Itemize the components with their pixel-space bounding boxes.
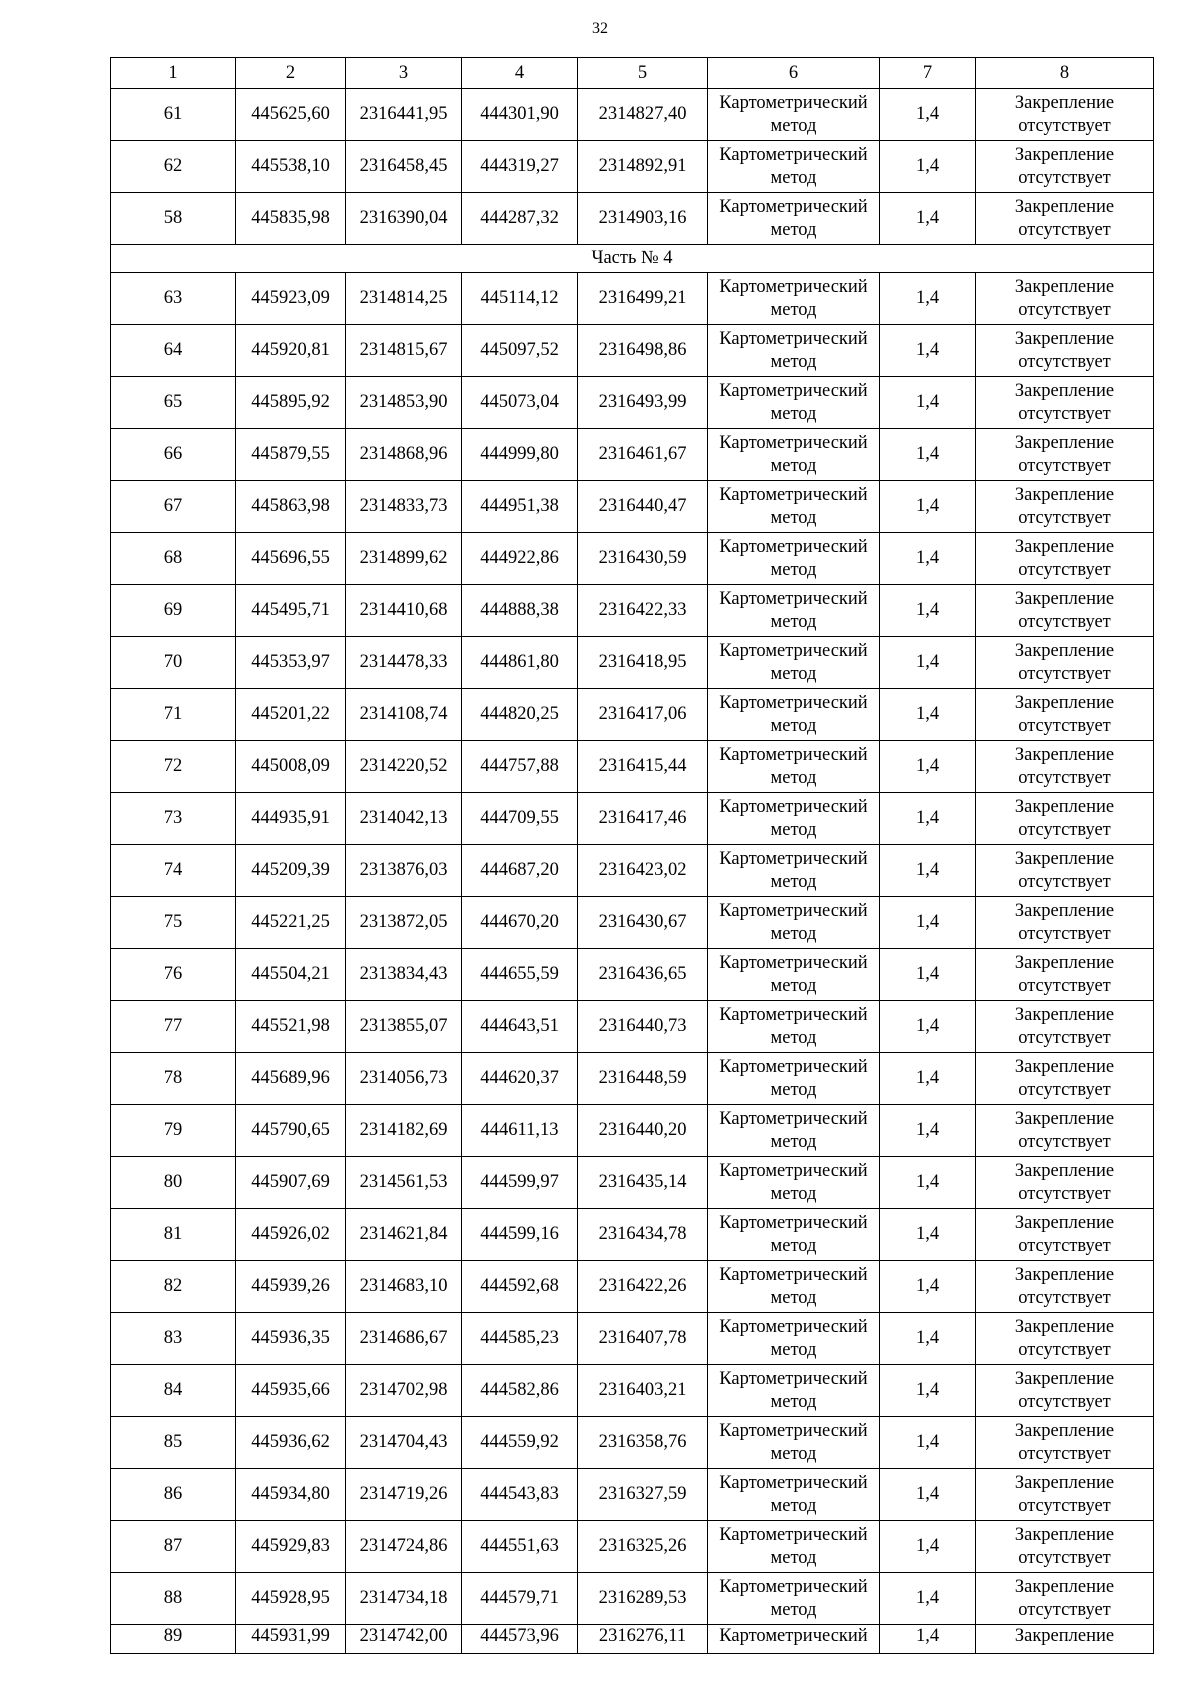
table-row (111, 481, 1154, 533)
y-coordinate-cell: 2314719,26 (346, 1469, 462, 1521)
x-coordinate-cell: 445689,96 (236, 1053, 346, 1105)
x-coordinate-cell: 445625,60 (236, 89, 346, 141)
method-cell: Картометрический метод (708, 1053, 880, 1105)
x-coordinate-cell: 444573,96 (462, 1625, 578, 1654)
table-row (111, 741, 1154, 793)
fixing-cell: Закрепление (976, 1625, 1154, 1654)
x-coordinate-cell: 445879,55 (236, 429, 346, 481)
x-coordinate-cell: 445696,55 (236, 533, 346, 585)
fixing-cell: Закрепление отсутствует (976, 1521, 1154, 1573)
precision-cell: 1,4 (880, 1209, 976, 1261)
y-coordinate-cell: 2316415,44 (578, 741, 708, 793)
y-coordinate-cell: 2316325,26 (578, 1521, 708, 1573)
point-number-cell: 66 (111, 429, 236, 481)
method-cell: Картометрический метод (708, 1469, 880, 1521)
y-coordinate-cell: 2316289,53 (578, 1573, 708, 1625)
page-number: 32 (592, 20, 608, 37)
y-coordinate-cell: 2314833,73 (346, 481, 462, 533)
section-title: Часть № 4 (111, 245, 1154, 273)
x-coordinate-cell: 445073,04 (462, 377, 578, 429)
table-row (111, 1157, 1154, 1209)
method-cell: Картометрический метод (708, 1313, 880, 1365)
precision-cell: 1,4 (880, 1053, 976, 1105)
point-number-cell: 75 (111, 897, 236, 949)
table-row (111, 141, 1154, 193)
y-coordinate-cell: 2316448,59 (578, 1053, 708, 1105)
y-coordinate-cell: 2316436,65 (578, 949, 708, 1001)
table-row (111, 1313, 1154, 1365)
fixing-cell: Закрепление отсутствует (976, 533, 1154, 585)
table-row (111, 1209, 1154, 1261)
table-row (111, 689, 1154, 741)
table-row (111, 89, 1154, 141)
fixing-cell: Закрепление отсутствует (976, 1157, 1154, 1209)
fixing-cell: Закрепление отсутствует (976, 1001, 1154, 1053)
method-cell: Картометрический метод (708, 377, 880, 429)
x-coordinate-cell: 444559,92 (462, 1417, 578, 1469)
y-coordinate-cell: 2314410,68 (346, 585, 462, 637)
y-coordinate-cell: 2314734,18 (346, 1573, 462, 1625)
y-coordinate-cell: 2316407,78 (578, 1313, 708, 1365)
x-coordinate-cell: 445928,95 (236, 1573, 346, 1625)
y-coordinate-cell: 2316498,86 (578, 325, 708, 377)
point-number-cell: 81 (111, 1209, 236, 1261)
y-coordinate-cell: 2314903,16 (578, 193, 708, 245)
x-coordinate-cell: 445936,62 (236, 1417, 346, 1469)
precision-cell: 1,4 (880, 1573, 976, 1625)
y-coordinate-cell: 2314724,86 (346, 1521, 462, 1573)
y-coordinate-cell: 2316390,04 (346, 193, 462, 245)
x-coordinate-cell: 445521,98 (236, 1001, 346, 1053)
y-coordinate-cell: 2314683,10 (346, 1261, 462, 1313)
precision-cell: 1,4 (880, 689, 976, 741)
fixing-cell: Закрепление отсутствует (976, 1469, 1154, 1521)
table-row (111, 1261, 1154, 1313)
y-coordinate-cell: 2314182,69 (346, 1105, 462, 1157)
y-coordinate-cell: 2314108,74 (346, 689, 462, 741)
fixing-cell: Закрепление отсутствует (976, 845, 1154, 897)
column-header: 1 (111, 58, 236, 89)
table-body (111, 58, 1154, 1654)
x-coordinate-cell: 445895,92 (236, 377, 346, 429)
column-header: 6 (708, 58, 880, 89)
x-coordinate-cell: 445863,98 (236, 481, 346, 533)
x-coordinate-cell: 445353,97 (236, 637, 346, 689)
method-cell: Картометрический метод (708, 637, 880, 689)
point-number-cell: 58 (111, 193, 236, 245)
table-row (111, 429, 1154, 481)
method-cell: Картометрический метод (708, 1001, 880, 1053)
y-coordinate-cell: 2314827,40 (578, 89, 708, 141)
column-header: 8 (976, 58, 1154, 89)
y-coordinate-cell: 2313872,05 (346, 897, 462, 949)
x-coordinate-cell: 445926,02 (236, 1209, 346, 1261)
table-row (111, 949, 1154, 1001)
method-cell: Картометрический метод (708, 481, 880, 533)
fixing-cell: Закрепление отсутствует (976, 89, 1154, 141)
precision-cell: 1,4 (880, 1469, 976, 1521)
x-coordinate-cell: 444599,16 (462, 1209, 578, 1261)
y-coordinate-cell: 2316434,78 (578, 1209, 708, 1261)
point-number-cell: 82 (111, 1261, 236, 1313)
x-coordinate-cell: 444611,13 (462, 1105, 578, 1157)
point-number-cell: 87 (111, 1521, 236, 1573)
x-coordinate-cell: 444999,80 (462, 429, 578, 481)
method-cell: Картометрический метод (708, 897, 880, 949)
x-coordinate-cell: 444757,88 (462, 741, 578, 793)
x-coordinate-cell: 444301,90 (462, 89, 578, 141)
table-row (111, 1001, 1154, 1053)
y-coordinate-cell: 2316499,21 (578, 273, 708, 325)
point-number-cell: 69 (111, 585, 236, 637)
method-cell: Картометрический метод (708, 1573, 880, 1625)
precision-cell: 1,4 (880, 89, 976, 141)
precision-cell: 1,4 (880, 481, 976, 533)
fixing-cell: Закрепление отсутствует (976, 689, 1154, 741)
y-coordinate-cell: 2316441,95 (346, 89, 462, 141)
fixing-cell: Закрепление отсутствует (976, 481, 1154, 533)
x-coordinate-cell: 444582,86 (462, 1365, 578, 1417)
x-coordinate-cell: 445939,26 (236, 1261, 346, 1313)
y-coordinate-cell: 2316440,20 (578, 1105, 708, 1157)
x-coordinate-cell: 445209,39 (236, 845, 346, 897)
method-cell: Картометрический метод (708, 1261, 880, 1313)
precision-cell: 1,4 (880, 1365, 976, 1417)
y-coordinate-cell: 2316423,02 (578, 845, 708, 897)
x-coordinate-cell: 445495,71 (236, 585, 346, 637)
fixing-cell: Закрепление отсутствует (976, 897, 1154, 949)
point-number-cell: 72 (111, 741, 236, 793)
fixing-cell: Закрепление отсутствует (976, 1209, 1154, 1261)
y-coordinate-cell: 2316358,76 (578, 1417, 708, 1469)
x-coordinate-cell: 445923,09 (236, 273, 346, 325)
y-coordinate-cell: 2316417,06 (578, 689, 708, 741)
x-coordinate-cell: 445920,81 (236, 325, 346, 377)
precision-cell: 1,4 (880, 949, 976, 1001)
coordinates-table (110, 57, 1154, 1654)
fixing-cell: Закрепление отсутствует (976, 141, 1154, 193)
x-coordinate-cell: 445929,83 (236, 1521, 346, 1573)
table-row (111, 1521, 1154, 1573)
x-coordinate-cell: 445790,65 (236, 1105, 346, 1157)
precision-cell: 1,4 (880, 273, 976, 325)
y-coordinate-cell: 2314704,43 (346, 1417, 462, 1469)
column-header: 2 (236, 58, 346, 89)
header-row (111, 58, 1154, 89)
y-coordinate-cell: 2314621,84 (346, 1209, 462, 1261)
y-coordinate-cell: 2316276,11 (578, 1625, 708, 1654)
x-coordinate-cell: 444709,55 (462, 793, 578, 845)
x-coordinate-cell: 444592,68 (462, 1261, 578, 1313)
point-number-cell: 67 (111, 481, 236, 533)
point-number-cell: 85 (111, 1417, 236, 1469)
x-coordinate-cell: 445504,21 (236, 949, 346, 1001)
column-header: 3 (346, 58, 462, 89)
point-number-cell: 80 (111, 1157, 236, 1209)
method-cell: Картометрический метод (708, 141, 880, 193)
x-coordinate-cell: 444655,59 (462, 949, 578, 1001)
point-number-cell: 63 (111, 273, 236, 325)
precision-cell: 1,4 (880, 1157, 976, 1209)
point-number-cell: 84 (111, 1365, 236, 1417)
table-row (111, 1625, 1154, 1654)
precision-cell: 1,4 (880, 1521, 976, 1573)
x-coordinate-cell: 444935,91 (236, 793, 346, 845)
x-coordinate-cell: 445934,80 (236, 1469, 346, 1521)
point-number-cell: 83 (111, 1313, 236, 1365)
fixing-cell: Закрепление отсутствует (976, 1261, 1154, 1313)
precision-cell: 1,4 (880, 1625, 976, 1654)
fixing-cell: Закрепление отсутствует (976, 585, 1154, 637)
method-cell: Картометрический метод (708, 585, 880, 637)
point-number-cell: 68 (111, 533, 236, 585)
table-row (111, 1417, 1154, 1469)
x-coordinate-cell: 444579,71 (462, 1573, 578, 1625)
table-row (111, 793, 1154, 845)
precision-cell: 1,4 (880, 1001, 976, 1053)
x-coordinate-cell: 445008,09 (236, 741, 346, 793)
table-row (111, 1573, 1154, 1625)
y-coordinate-cell: 2314892,91 (578, 141, 708, 193)
section-row (111, 245, 1154, 273)
y-coordinate-cell: 2313855,07 (346, 1001, 462, 1053)
table-row (111, 1105, 1154, 1157)
x-coordinate-cell: 445097,52 (462, 325, 578, 377)
method-cell: Картометрический метод (708, 949, 880, 1001)
y-coordinate-cell: 2316418,95 (578, 637, 708, 689)
y-coordinate-cell: 2316430,67 (578, 897, 708, 949)
precision-cell: 1,4 (880, 1313, 976, 1365)
y-coordinate-cell: 2316422,33 (578, 585, 708, 637)
point-number-cell: 76 (111, 949, 236, 1001)
y-coordinate-cell: 2313876,03 (346, 845, 462, 897)
y-coordinate-cell: 2316430,59 (578, 533, 708, 585)
precision-cell: 1,4 (880, 1417, 976, 1469)
column-header: 7 (880, 58, 976, 89)
x-coordinate-cell: 445936,35 (236, 1313, 346, 1365)
point-number-cell: 86 (111, 1469, 236, 1521)
fixing-cell: Закрепление отсутствует (976, 949, 1154, 1001)
method-cell: Картометрический метод (708, 1157, 880, 1209)
fixing-cell: Закрепление отсутствует (976, 1105, 1154, 1157)
point-number-cell: 88 (111, 1573, 236, 1625)
table-row (111, 845, 1154, 897)
precision-cell: 1,4 (880, 845, 976, 897)
x-coordinate-cell: 445201,22 (236, 689, 346, 741)
x-coordinate-cell: 444951,38 (462, 481, 578, 533)
point-number-cell: 79 (111, 1105, 236, 1157)
fixing-cell: Закрепление отсутствует (976, 1313, 1154, 1365)
y-coordinate-cell: 2314742,00 (346, 1625, 462, 1654)
point-number-cell: 61 (111, 89, 236, 141)
y-coordinate-cell: 2316417,46 (578, 793, 708, 845)
point-number-cell: 71 (111, 689, 236, 741)
table-row (111, 637, 1154, 689)
table-row (111, 1053, 1154, 1105)
fixing-cell: Закрепление отсутствует (976, 1365, 1154, 1417)
y-coordinate-cell: 2316458,45 (346, 141, 462, 193)
method-cell: Картометрический метод (708, 793, 880, 845)
column-header: 4 (462, 58, 578, 89)
method-cell: Картометрический метод (708, 1365, 880, 1417)
fixing-cell: Закрепление отсутствует (976, 377, 1154, 429)
x-coordinate-cell: 444319,27 (462, 141, 578, 193)
y-coordinate-cell: 2316493,99 (578, 377, 708, 429)
y-coordinate-cell: 2316327,59 (578, 1469, 708, 1521)
point-number-cell: 62 (111, 141, 236, 193)
fixing-cell: Закрепление отсутствует (976, 429, 1154, 481)
x-coordinate-cell: 444551,63 (462, 1521, 578, 1573)
y-coordinate-cell: 2314561,53 (346, 1157, 462, 1209)
x-coordinate-cell: 444687,20 (462, 845, 578, 897)
x-coordinate-cell: 444888,38 (462, 585, 578, 637)
precision-cell: 1,4 (880, 741, 976, 793)
precision-cell: 1,4 (880, 533, 976, 585)
point-number-cell: 73 (111, 793, 236, 845)
method-cell: Картометрический метод (708, 193, 880, 245)
x-coordinate-cell: 444820,25 (462, 689, 578, 741)
fixing-cell: Закрепление отсутствует (976, 637, 1154, 689)
method-cell: Картометрический метод (708, 845, 880, 897)
point-number-cell: 89 (111, 1625, 236, 1654)
x-coordinate-cell: 444599,97 (462, 1157, 578, 1209)
precision-cell: 1,4 (880, 325, 976, 377)
point-number-cell: 78 (111, 1053, 236, 1105)
x-coordinate-cell: 445935,66 (236, 1365, 346, 1417)
y-coordinate-cell: 2316461,67 (578, 429, 708, 481)
precision-cell: 1,4 (880, 793, 976, 845)
precision-cell: 1,4 (880, 1261, 976, 1313)
y-coordinate-cell: 2316422,26 (578, 1261, 708, 1313)
method-cell: Картометрический метод (708, 741, 880, 793)
fixing-cell: Закрепление отсутствует (976, 1417, 1154, 1469)
method-cell: Картометрический метод (708, 1417, 880, 1469)
precision-cell: 1,4 (880, 585, 976, 637)
method-cell: Картометрический метод (708, 273, 880, 325)
precision-cell: 1,4 (880, 1105, 976, 1157)
method-cell: Картометрический метод (708, 689, 880, 741)
fixing-cell: Закрепление отсутствует (976, 193, 1154, 245)
x-coordinate-cell: 445538,10 (236, 141, 346, 193)
table-row (111, 533, 1154, 585)
fixing-cell: Закрепление отсутствует (976, 325, 1154, 377)
x-coordinate-cell: 444620,37 (462, 1053, 578, 1105)
table-row (111, 1365, 1154, 1417)
y-coordinate-cell: 2314478,33 (346, 637, 462, 689)
method-cell: Картометрический метод (708, 1521, 880, 1573)
x-coordinate-cell: 444543,83 (462, 1469, 578, 1521)
table-row (111, 897, 1154, 949)
fixing-cell: Закрепление отсутствует (976, 1573, 1154, 1625)
table-row (111, 193, 1154, 245)
y-coordinate-cell: 2314042,13 (346, 793, 462, 845)
precision-cell: 1,4 (880, 141, 976, 193)
point-number-cell: 64 (111, 325, 236, 377)
x-coordinate-cell: 445907,69 (236, 1157, 346, 1209)
method-cell: Картометрический метод (708, 325, 880, 377)
method-cell: Картометрический метод (708, 89, 880, 141)
point-number-cell: 74 (111, 845, 236, 897)
x-coordinate-cell: 445221,25 (236, 897, 346, 949)
method-cell: Картометрический (708, 1625, 880, 1654)
y-coordinate-cell: 2316435,14 (578, 1157, 708, 1209)
y-coordinate-cell: 2314899,62 (346, 533, 462, 585)
fixing-cell: Закрепление отсутствует (976, 793, 1154, 845)
x-coordinate-cell: 444670,20 (462, 897, 578, 949)
table-row (111, 585, 1154, 637)
y-coordinate-cell: 2316440,47 (578, 481, 708, 533)
column-header: 5 (578, 58, 708, 89)
y-coordinate-cell: 2316440,73 (578, 1001, 708, 1053)
x-coordinate-cell: 444585,23 (462, 1313, 578, 1365)
x-coordinate-cell: 444922,86 (462, 533, 578, 585)
precision-cell: 1,4 (880, 193, 976, 245)
precision-cell: 1,4 (880, 897, 976, 949)
precision-cell: 1,4 (880, 377, 976, 429)
precision-cell: 1,4 (880, 429, 976, 481)
point-number-cell: 77 (111, 1001, 236, 1053)
x-coordinate-cell: 445114,12 (462, 273, 578, 325)
x-coordinate-cell: 445835,98 (236, 193, 346, 245)
method-cell: Картометрический метод (708, 429, 880, 481)
table-row (111, 273, 1154, 325)
precision-cell: 1,4 (880, 637, 976, 689)
y-coordinate-cell: 2314056,73 (346, 1053, 462, 1105)
y-coordinate-cell: 2314220,52 (346, 741, 462, 793)
y-coordinate-cell: 2316403,21 (578, 1365, 708, 1417)
table-row (111, 377, 1154, 429)
point-number-cell: 65 (111, 377, 236, 429)
y-coordinate-cell: 2314853,90 (346, 377, 462, 429)
y-coordinate-cell: 2314814,25 (346, 273, 462, 325)
table-row (111, 1469, 1154, 1521)
x-coordinate-cell: 444643,51 (462, 1001, 578, 1053)
x-coordinate-cell: 444861,80 (462, 637, 578, 689)
method-cell: Картометрический метод (708, 1105, 880, 1157)
method-cell: Картометрический метод (708, 1209, 880, 1261)
y-coordinate-cell: 2313834,43 (346, 949, 462, 1001)
table-row (111, 325, 1154, 377)
fixing-cell: Закрепление отсутствует (976, 273, 1154, 325)
method-cell: Картометрический метод (708, 533, 880, 585)
y-coordinate-cell: 2314686,67 (346, 1313, 462, 1365)
fixing-cell: Закрепление отсутствует (976, 1053, 1154, 1105)
point-number-cell: 70 (111, 637, 236, 689)
y-coordinate-cell: 2314702,98 (346, 1365, 462, 1417)
y-coordinate-cell: 2314868,96 (346, 429, 462, 481)
fixing-cell: Закрепление отсутствует (976, 741, 1154, 793)
y-coordinate-cell: 2314815,67 (346, 325, 462, 377)
x-coordinate-cell: 445931,99 (236, 1625, 346, 1654)
x-coordinate-cell: 444287,32 (462, 193, 578, 245)
